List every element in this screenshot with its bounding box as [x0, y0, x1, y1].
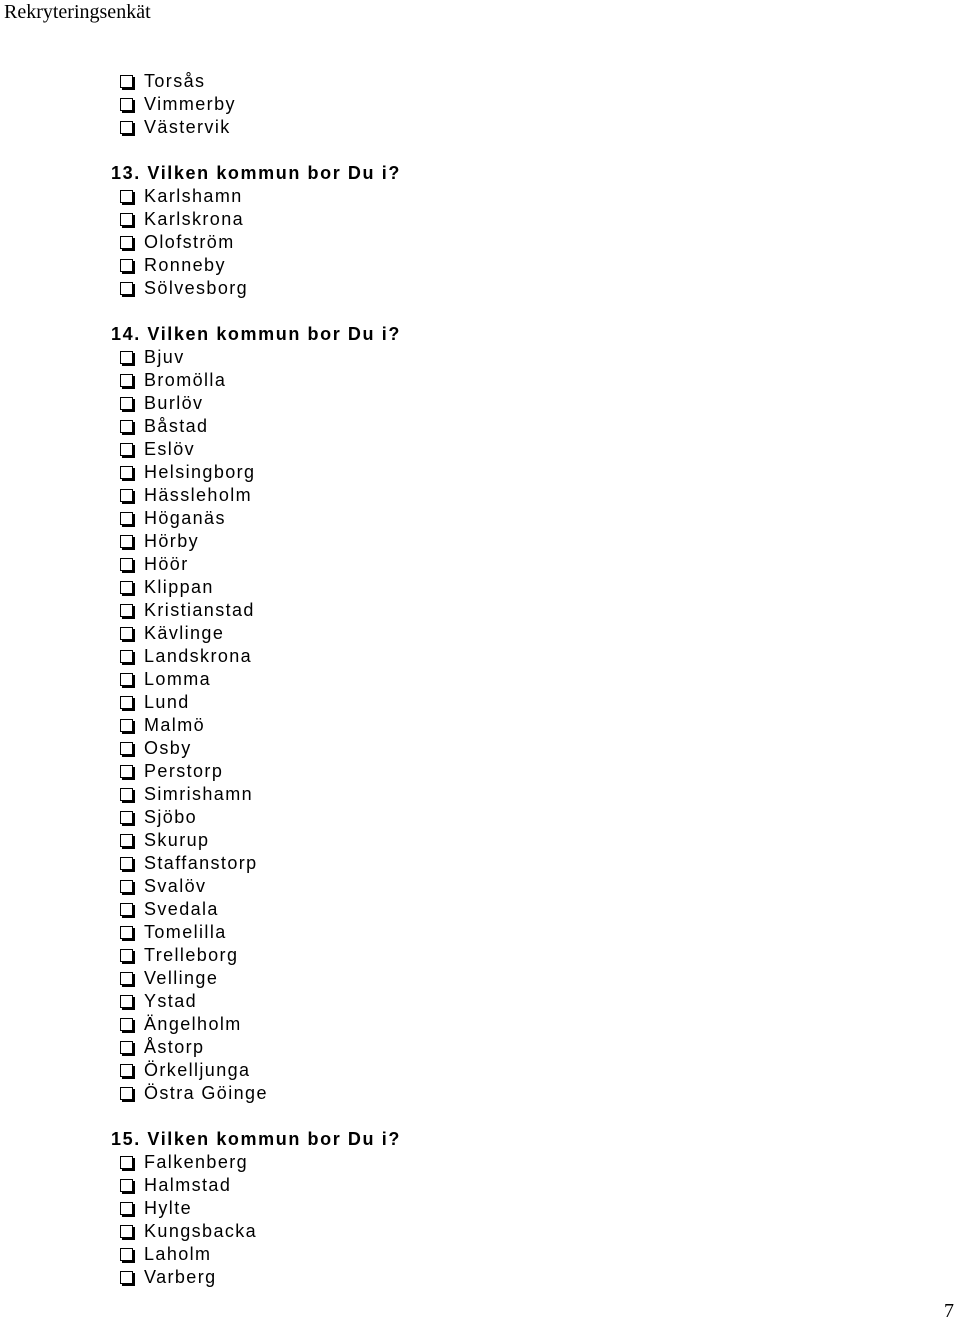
- option-label: Osby: [144, 738, 192, 758]
- option-label: Ängelholm: [144, 1014, 242, 1034]
- option-label: Halmstad: [144, 1175, 232, 1195]
- question-14-section: [0, 323, 960, 1105]
- checkbox-icon[interactable]: [120, 857, 133, 870]
- option-label: Burlöv: [144, 393, 204, 413]
- option-label: Sjöbo: [144, 807, 198, 827]
- checkbox-icon[interactable]: [120, 949, 133, 962]
- option-label: Landskrona: [144, 646, 253, 666]
- option-svedala[interactable]: [120, 898, 960, 921]
- page-number: 7: [944, 1300, 954, 1322]
- option-orkelljunga[interactable]: [120, 1059, 960, 1082]
- checkbox-icon[interactable]: [120, 121, 133, 134]
- option-staffanstorp[interactable]: [120, 852, 960, 875]
- option-olofstrom[interactable]: [120, 231, 960, 254]
- option-label: Laholm: [144, 1244, 212, 1264]
- option-label: Ronneby: [144, 255, 226, 275]
- option-malmo[interactable]: [120, 714, 960, 737]
- checkbox-icon[interactable]: [120, 466, 133, 479]
- option-vimmerby[interactable]: [120, 93, 960, 116]
- checkbox-icon[interactable]: [120, 719, 133, 732]
- option-label: Bjuv: [144, 347, 185, 367]
- checkbox-icon[interactable]: [120, 995, 133, 1008]
- option-label: Trelleborg: [144, 945, 239, 965]
- checkbox-icon[interactable]: [120, 1018, 133, 1031]
- checkbox-icon[interactable]: [120, 98, 133, 111]
- option-torsas[interactable]: [120, 70, 960, 93]
- option-ystad[interactable]: [120, 990, 960, 1013]
- checkbox-icon[interactable]: [120, 443, 133, 456]
- option-bromolla[interactable]: [120, 369, 960, 392]
- option-karlskrona[interactable]: [120, 208, 960, 231]
- option-klippan[interactable]: [120, 576, 960, 599]
- checkbox-icon[interactable]: [120, 75, 133, 88]
- option-label: Hörby: [144, 531, 200, 551]
- checkbox-icon[interactable]: [120, 673, 133, 686]
- option-osby[interactable]: [120, 737, 960, 760]
- checkbox-icon[interactable]: [120, 190, 133, 203]
- checkbox-icon[interactable]: [120, 604, 133, 617]
- checkbox-icon[interactable]: [120, 397, 133, 410]
- option-label: Ystad: [144, 991, 198, 1011]
- option-vellinge[interactable]: [120, 967, 960, 990]
- checkbox-icon[interactable]: [120, 236, 133, 249]
- option-label: Svedala: [144, 899, 219, 919]
- option-hassleholm[interactable]: [120, 484, 960, 507]
- option-burlov[interactable]: [120, 392, 960, 415]
- option-lomma[interactable]: [120, 668, 960, 691]
- checkbox-icon[interactable]: [120, 811, 133, 824]
- checkbox-icon[interactable]: [120, 1248, 133, 1261]
- question-15-title: 15. Vilken kommun bor Du i?: [111, 1129, 401, 1149]
- option-astorp[interactable]: [120, 1036, 960, 1059]
- option-tomelilla[interactable]: [120, 921, 960, 944]
- option-label: Lomma: [144, 669, 212, 689]
- option-lund[interactable]: [120, 691, 960, 714]
- option-ronneby[interactable]: [120, 254, 960, 277]
- option-bjuv[interactable]: [120, 346, 960, 369]
- option-eslov[interactable]: [120, 438, 960, 461]
- option-label: Falkenberg: [144, 1152, 249, 1172]
- option-vastervik[interactable]: [120, 116, 960, 139]
- checkbox-icon[interactable]: [120, 558, 133, 571]
- option-label: Västervik: [144, 117, 231, 137]
- checkbox-icon[interactable]: [120, 926, 133, 939]
- question-13-title: 13. Vilken kommun bor Du i?: [111, 163, 401, 183]
- page-header-title: Rekryteringsenkät: [4, 1, 151, 23]
- checkbox-icon[interactable]: [120, 1041, 133, 1054]
- option-solvesborg[interactable]: [120, 277, 960, 300]
- option-label: Kristianstad: [144, 600, 255, 620]
- checkbox-icon[interactable]: [120, 972, 133, 985]
- checkbox-icon[interactable]: [120, 581, 133, 594]
- option-label: Eslöv: [144, 439, 196, 459]
- checkbox-icon[interactable]: [120, 489, 133, 502]
- checkbox-icon[interactable]: [120, 1225, 133, 1238]
- option-laholm[interactable]: [120, 1243, 960, 1266]
- option-label: Vimmerby: [144, 94, 236, 114]
- option-label: Hylte: [144, 1198, 193, 1218]
- option-label: Skurup: [144, 830, 210, 850]
- option-label: Varberg: [144, 1267, 217, 1287]
- option-ostra-goinge[interactable]: [120, 1082, 960, 1105]
- option-karlshamn[interactable]: [120, 185, 960, 208]
- option-label: Malmö: [144, 715, 206, 735]
- survey-content: [0, 70, 960, 1289]
- option-bastad[interactable]: [120, 415, 960, 438]
- checkbox-icon[interactable]: [120, 213, 133, 226]
- question-13-section: [0, 162, 960, 300]
- option-hoor[interactable]: [120, 553, 960, 576]
- option-angelholm[interactable]: [120, 1013, 960, 1036]
- checkbox-icon[interactable]: [120, 1179, 133, 1192]
- question-14-title: 14. Vilken kommun bor Du i?: [111, 324, 401, 344]
- option-label: Helsingborg: [144, 462, 256, 482]
- option-landskrona[interactable]: [120, 645, 960, 668]
- option-label: Bromölla: [144, 370, 227, 390]
- checkbox-icon[interactable]: [120, 834, 133, 847]
- option-label: Örkelljunga: [144, 1060, 251, 1080]
- option-label: Torsås: [144, 71, 206, 91]
- option-label: Höör: [144, 554, 189, 574]
- checkbox-icon[interactable]: [120, 512, 133, 525]
- checkbox-icon[interactable]: [120, 259, 133, 272]
- checkbox-icon[interactable]: [120, 351, 133, 364]
- option-halmstad[interactable]: [120, 1174, 960, 1197]
- option-label: Kungsbacka: [144, 1221, 258, 1241]
- option-label: Karlskrona: [144, 209, 245, 229]
- option-label: Kävlinge: [144, 623, 225, 643]
- option-label: Olofström: [144, 232, 235, 252]
- option-varberg[interactable]: [120, 1266, 960, 1289]
- checkbox-icon[interactable]: [120, 627, 133, 640]
- option-kristianstad[interactable]: [120, 599, 960, 622]
- option-hoganas[interactable]: [120, 507, 960, 530]
- option-label: Höganäs: [144, 508, 226, 528]
- option-label: Östra Göinge: [144, 1083, 268, 1103]
- checkbox-icon[interactable]: [120, 282, 133, 295]
- checkbox-icon[interactable]: [120, 788, 133, 801]
- checkbox-icon[interactable]: [120, 420, 133, 433]
- option-sjobo[interactable]: [120, 806, 960, 829]
- option-helsingborg[interactable]: [120, 461, 960, 484]
- checkbox-icon[interactable]: [120, 903, 133, 916]
- checkbox-icon[interactable]: [120, 1271, 133, 1284]
- checkbox-icon[interactable]: [120, 1202, 133, 1215]
- question-15-section: [0, 1128, 960, 1289]
- option-label: Staffanstorp: [144, 853, 258, 873]
- option-label: Vellinge: [144, 968, 219, 988]
- option-label: Svalöv: [144, 876, 207, 896]
- option-label: Simrishamn: [144, 784, 254, 804]
- option-label: Karlshamn: [144, 186, 243, 206]
- checkbox-icon[interactable]: [120, 742, 133, 755]
- checkbox-icon[interactable]: [120, 1064, 133, 1077]
- checkbox-icon[interactable]: [120, 374, 133, 387]
- checkbox-icon[interactable]: [120, 765, 133, 778]
- option-kavlinge[interactable]: [120, 622, 960, 645]
- option-label: Sölvesborg: [144, 278, 249, 298]
- checkbox-icon[interactable]: [120, 1156, 133, 1169]
- option-skurup[interactable]: [120, 829, 960, 852]
- option-label: Perstorp: [144, 761, 224, 781]
- section-continued: [0, 70, 960, 139]
- option-hylte[interactable]: [120, 1197, 960, 1220]
- option-trelleborg[interactable]: [120, 944, 960, 967]
- checkbox-icon[interactable]: [120, 650, 133, 663]
- option-label: Tomelilla: [144, 922, 227, 942]
- option-label: Åstorp: [144, 1037, 205, 1057]
- option-svalov[interactable]: [120, 875, 960, 898]
- checkbox-icon[interactable]: [120, 696, 133, 709]
- option-simrishamn[interactable]: [120, 783, 960, 806]
- option-label: Klippan: [144, 577, 214, 597]
- checkbox-icon[interactable]: [120, 880, 133, 893]
- option-falkenberg[interactable]: [120, 1151, 960, 1174]
- option-horby[interactable]: [120, 530, 960, 553]
- option-label: Hässleholm: [144, 485, 253, 505]
- checkbox-icon[interactable]: [120, 535, 133, 548]
- checkbox-icon[interactable]: [120, 1087, 133, 1100]
- option-perstorp[interactable]: [120, 760, 960, 783]
- option-kungsbacka[interactable]: [120, 1220, 960, 1243]
- option-label: Lund: [144, 692, 190, 712]
- option-label: Båstad: [144, 416, 209, 436]
